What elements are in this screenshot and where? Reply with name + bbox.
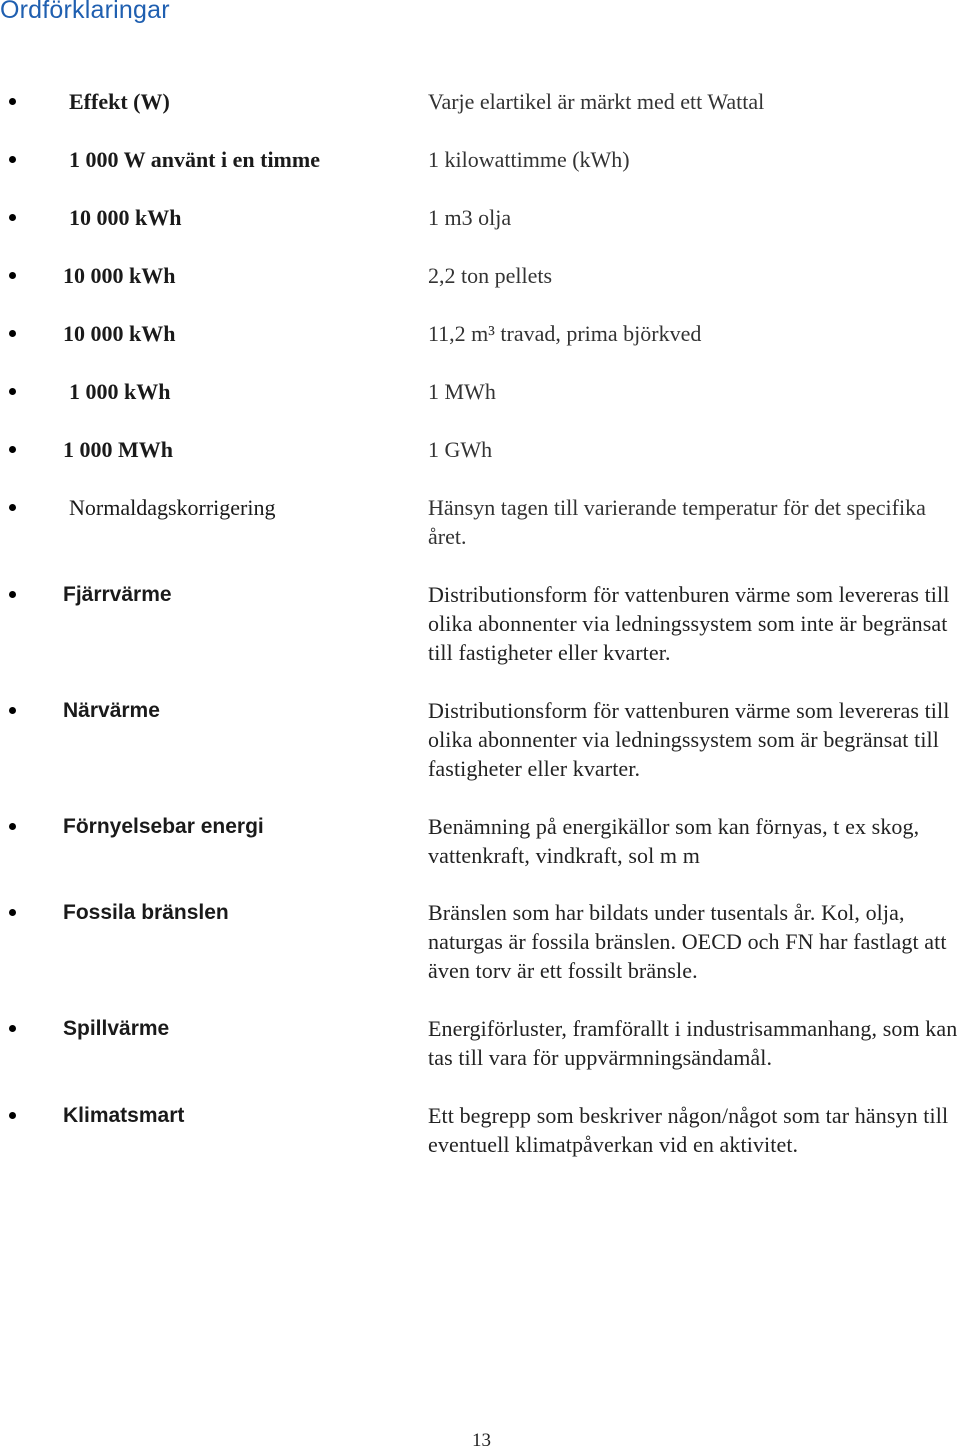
bullet-icon (9, 591, 16, 598)
bullet-icon (9, 707, 16, 714)
glossary-definition: 1 m3 olja (428, 205, 512, 230)
glossary-definition: Distributionsform för vattenburen värme som levereras till olika abonnenter via ledningssystem som inte är begränsat till fastigheter eller kvarter. (428, 582, 950, 665)
bullet-icon (9, 1025, 16, 1032)
glossary-definition: Varje elartikel är märkt med ett Wattal (428, 89, 765, 114)
glossary-term: Fjärrvärme (63, 583, 172, 606)
glossary-term: 10 000 kWh (63, 321, 176, 346)
glossary-term: Förnyelsebar energi (63, 815, 264, 838)
bullet-icon (9, 909, 16, 916)
bullet-icon (9, 388, 16, 395)
glossary-definition: Benämning på energikällor som kan förnyas, t ex skog, vattenkraft, vindkraft, sol m m (428, 814, 920, 868)
bullet-icon (9, 823, 16, 830)
bullet-icon (9, 446, 16, 453)
glossary-definition: 11,2 m³ travad, prima björkved (428, 321, 702, 346)
glossary-definition: 1 GWh (428, 437, 493, 462)
glossary-term: Normaldagskorrigering (69, 495, 276, 520)
bullet-icon (9, 156, 16, 163)
bullet-icon (9, 1112, 16, 1119)
glossary-term: 1 000 W använt i en timme (69, 147, 320, 172)
glossary-term: Klimatsmart (63, 1104, 185, 1127)
glossary-term: Närvärme (63, 699, 160, 722)
glossary-definition: 2,2 ton pellets (428, 263, 553, 288)
glossary-definition: Energiförluster, framförallt i industrisammanhang, som kan tas till vara för uppvärmningsändamål. (428, 1016, 958, 1070)
glossary-definition: Distributionsform för vattenburen värme som levereras till olika abonnenter via ledningssystem som är begränsat till fastigheter eller kvarter. (428, 698, 950, 781)
page-number: 13 (472, 1430, 491, 1451)
glossary-definition: Hänsyn tagen till varierande temperatur för det specifika året. (428, 495, 926, 549)
glossary-term: 10 000 kWh (69, 205, 182, 230)
glossary-definition: 1 MWh (428, 379, 496, 404)
glossary-definition: 1 kilowattimme (kWh) (428, 147, 630, 172)
glossary-term: Spillvärme (63, 1017, 170, 1040)
bullet-icon (9, 272, 16, 279)
glossary-term: Effekt (W) (69, 89, 170, 114)
bullet-icon (9, 98, 16, 105)
bullet-icon (9, 214, 16, 221)
glossary-term: 1 000 MWh (63, 437, 173, 462)
bullet-icon (9, 330, 16, 337)
page-title: Ordförklaringar (0, 0, 170, 24)
glossary-definition: Ett begrepp som beskriver någon/något som tar hänsyn till eventuell klimatpåverkan vid en aktivitet. (428, 1103, 949, 1157)
glossary-term: Fossila bränslen (63, 901, 229, 924)
glossary-definition: Bränslen som har bildats under tusentals år. Kol, olja, naturgas är fossila bränslen. OECD och FN har fastlagt att även torv är ett fossilt bränsle. (428, 900, 947, 983)
glossary-term: 1 000 kWh (69, 379, 171, 404)
glossary-term: 10 000 kWh (63, 263, 176, 288)
bullet-icon (9, 504, 16, 511)
